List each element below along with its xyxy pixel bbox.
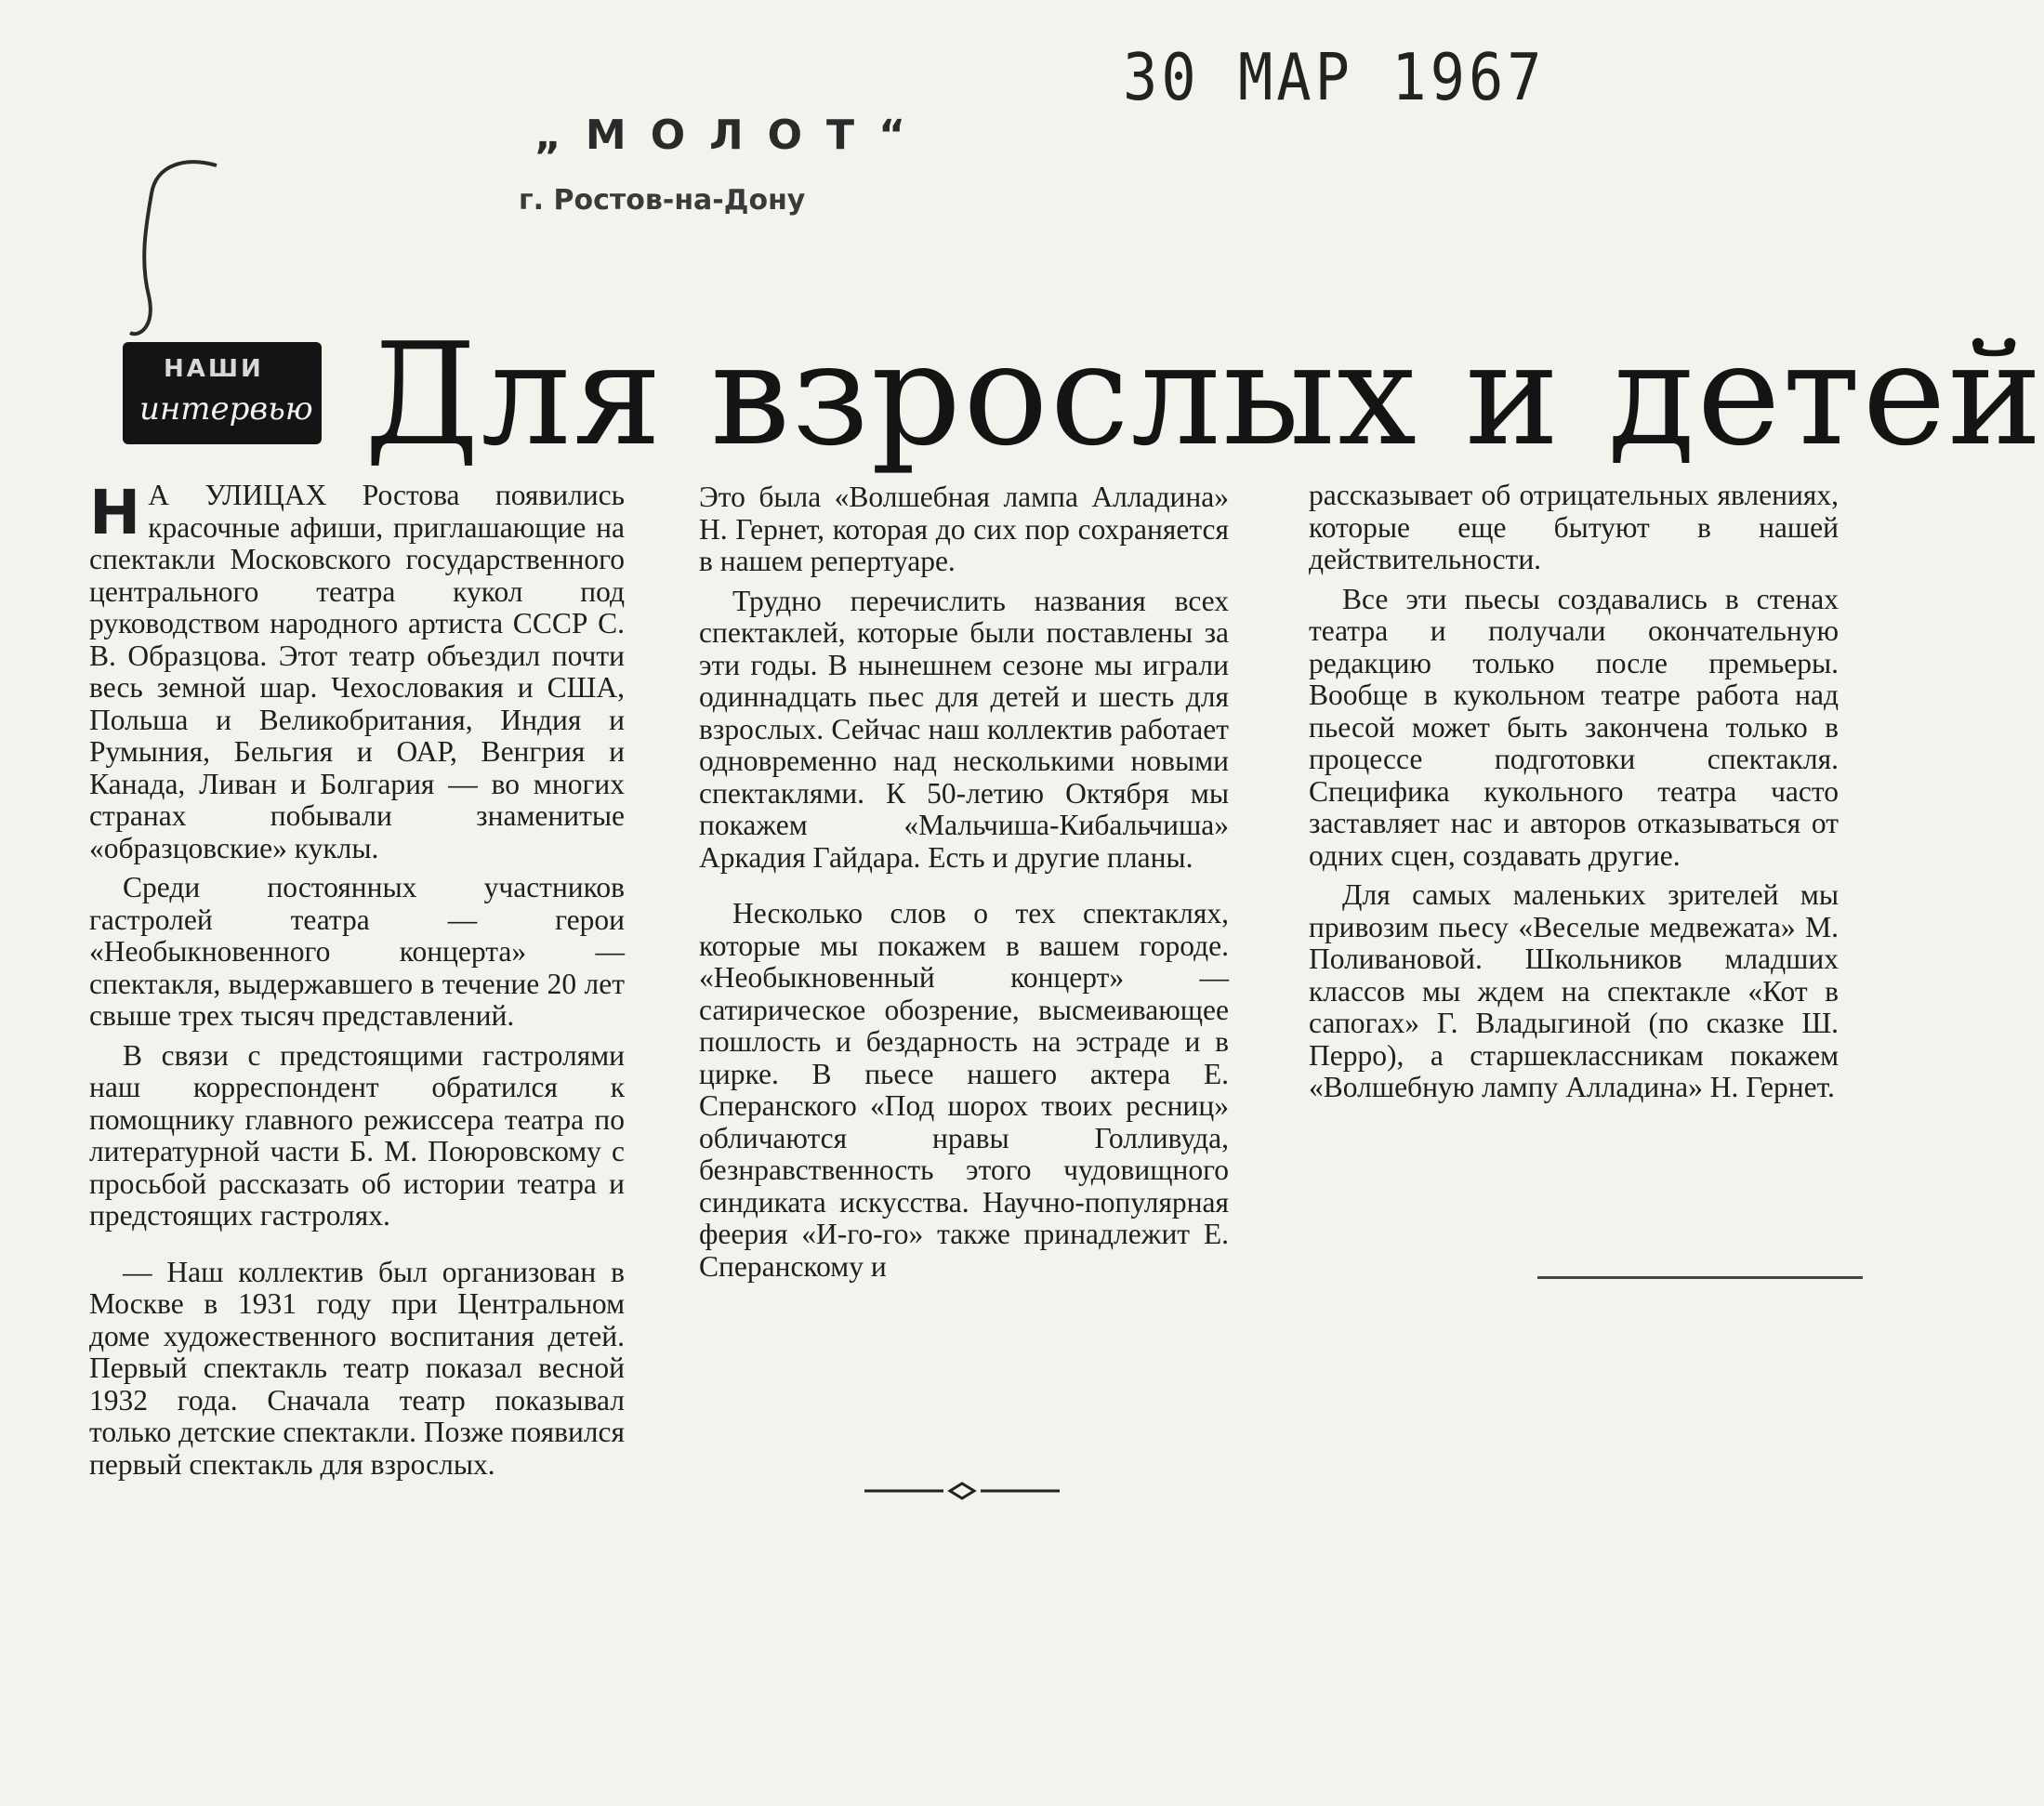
article-paragraph: В связи с предстоящими гастролями наш корреспондент обратился к помощнику главного режиссера театра по литературной части Б. М. Поюровскому с просьбой рассказать об истории театра и предстоящих гастролях.	[89, 1038, 625, 1232]
newspaper-city: г. Ростов-на-Дону	[519, 184, 806, 217]
article-paragraph: Несколько слов о тех спектаклях, которые мы покажем в вашем городе. «Необыкновенный концерт» — сатирическое обозрение, высмеивающее пошлость и бездарность на эстраде и в цирке. В пьесе нашего актера Е. Сперанского «Под шорох твоих ресниц» обличаются нравы Голливуда, безнравственность этого чудовищного синдиката искусства. Научно-популярная феерия «И-го-го» также принадлежит Е. Сперанскому и	[699, 897, 1229, 1283]
article-paragraph: рассказывает об отрицательных явлениях, которые еще бытуют в нашей действительности.	[1309, 479, 1839, 575]
article-paragraph: Трудно перечислить названия всех спектаклей, которые были поставлены за эти годы. В нынешнем сезоне мы играли одиннадцать пьес для детей и шесть для взрослых. Сейчас наш коллектив работает одновременно над несколькими новыми спектаклями. К 50-летию Октября мы покажем «Мальчиша-Кибальчиша» Аркадия Гайдара. Есть и другие планы.	[699, 584, 1229, 874]
article-column-1	[89, 477, 625, 1488]
article-paragraph: — Наш коллектив был организован в Москве в 1931 году при Центральном доме художественного воспитания детей. Первый спектакль театр показал весной 1932 года. Сначала театр показывал только детские спектакли. Позже появился первый спектакль для взрослых.	[89, 1255, 625, 1481]
column-end-rule	[1537, 1276, 1863, 1279]
article-paragraph	[89, 477, 625, 864]
rubric-badge	[123, 342, 322, 444]
rubric-label-top: НАШИ	[164, 355, 264, 383]
handwritten-mark-icon	[128, 156, 231, 342]
article-column-3	[1309, 480, 1839, 1112]
drop-cap: Н	[89, 477, 141, 548]
article-paragraph: Все эти пьесы создавались в стенах театра и получали окончательную редакцию только после премьеры. Вообще в кукольном театре работа над пьесой может быть закончена только в процессе подготовки спектакля. Специфика кукольного театра часто заставляет нас и авторов отказываться от одних сцен, создавать другие.	[1309, 582, 1839, 872]
article-column-2	[699, 481, 1229, 1290]
article-paragraph: Для самых маленьких зрителей мы привозим пьесу «Веселые медвежата» М. Поливановой. Школьников младших классов мы ждем на спектакле «Кот в сапогах» Г. Владыгиной (по сказке Ш. Перро), а старшеклассникам покажем «Волшебную лампу Алладина» Н. Гернет.	[1309, 878, 1839, 1103]
section-end-ornament-icon	[864, 1480, 1060, 1502]
article-paragraph: Среди постоянных участников гастролей театра — герои «Необыкновенного концерта» — спектакля, выдержавшего в течение 20 лет свыше трех тысяч представлений.	[89, 871, 625, 1032]
newspaper-name: „МОЛОТ“	[534, 112, 930, 159]
paragraph-text: А УЛИЦАХ Ростова появились красочные афиши, приглашающие на спектакли Московского государственного центрального театра кукол под руководством народного артиста СССР С. В. Образцова. Этот театр объездил почти весь земной шар. Чехословакия и США, Польша и Великобритания, Индия и Румыния, Бельгия и ОАР, Венгрия и Канада, Ливан и Болгария — во многих странах побывали знаменитые «образцовские» куклы.	[89, 479, 625, 864]
rubric-label-bottom: интервью	[139, 390, 313, 428]
article-headline: Для взрослых и детей	[364, 312, 2044, 477]
article-paragraph: Это была «Волшебная лампа Алладина» Н. Гернет, которая до сих пор сохраняется в нашем репертуаре.	[699, 481, 1229, 577]
date-stamp: 30 МАР 1967	[1123, 39, 1546, 115]
